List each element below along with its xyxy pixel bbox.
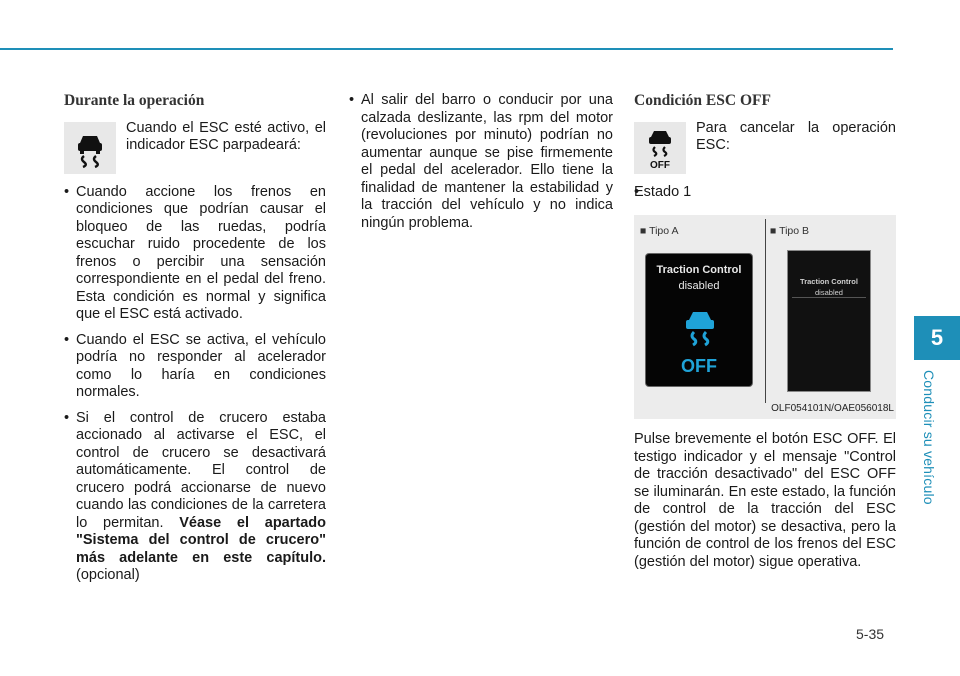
section-heading-esc-off: Condición ESC OFF <box>634 92 771 109</box>
esc-off-intro: Para cancelar la operación ESC: <box>696 119 896 153</box>
esc-off-indicator-icon <box>678 308 722 358</box>
panel-b-separator <box>792 297 866 298</box>
state-label: • Estado 1 <box>634 184 896 202</box>
figure-label-type-a: ■ Tipo A <box>640 225 679 237</box>
indicator-intro: Cuando el ESC esté activo, el indicador ESC parpadeará: <box>126 119 326 153</box>
section-heading-operation: Durante la operación <box>64 92 205 109</box>
figure-divider <box>765 219 766 403</box>
esc-off-icon <box>634 122 686 174</box>
panel-b-message-line1: Traction Control <box>800 277 858 286</box>
list-item-text: Si el control de crucero estaba accionado al activarse el ESC, el control de crucero se desactivará automáticamente. El control de crucero podrá accionarse de nuevo cuando las condiciones de la carretera lo permitan. <box>76 409 326 531</box>
operation-list-continued <box>349 92 613 232</box>
header-rule <box>0 48 893 50</box>
column-3 <box>634 92 896 571</box>
page-number: 5-35 <box>856 626 885 642</box>
panel-a-message-line2: disabled <box>678 280 720 292</box>
esc-off-icon-label: OFF <box>650 159 670 170</box>
column-2 <box>349 92 613 240</box>
esc-off-paragraph: Pulse brevemente el botón ESC OFF. El testigo indicador y el mensaje "Control de tracción desactivado" del ESC OFF se iluminarán. En este estado, la función de control de la tracción del ESC (gestión del motor) se desactiva, pero la función de control de los frenos del ESC (gestión del motor) sigue operativa. <box>634 431 896 570</box>
figure-label-type-b: ■ Tipo B <box>770 225 810 237</box>
column-1 <box>64 92 326 593</box>
list-item: • Al salir del barro o conducir por una calzada deslizante, las rpm del motor (revoluciones por minuto) podrían no aumentar aunque se pise firmemente el pedal del acelerador. Ello tiene la finalidad de mantener la estabilidad y la tracción del vehículo y no indica ningún problema. <box>349 92 613 232</box>
list-item <box>64 410 326 585</box>
chapter-title: Conducir su vehículo <box>921 370 937 505</box>
chapter-tab[interactable]: 5 <box>914 316 960 360</box>
state-list <box>634 184 896 202</box>
figure-code: OLF054101N/OAE056018L <box>771 402 894 414</box>
list-item: • Cuando el ESC se activa, el vehículo podría no responder al acelerador como lo haría en condiciones normales. <box>64 332 326 402</box>
panel-a-message-line1: Traction Control <box>656 264 742 276</box>
operation-list <box>64 184 326 585</box>
panel-a-off-label: OFF <box>681 356 717 376</box>
list-item: • Cuando accione los frenos en condiciones que podrían causar el bloqueo de las ruedas, podría escuchar ruido procedente de los frenos o percibir una sensación correspondiente en el pedal del freno. Esta condición es normal y significa que el ESC está activado. <box>64 184 326 324</box>
cluster-figure <box>634 215 896 419</box>
panel-b-message-line2: disabled <box>815 288 843 297</box>
cluster-display-type-a <box>645 253 753 387</box>
esc-skid-car-icon <box>64 122 116 174</box>
indicator-row <box>64 120 326 174</box>
cross-reference[interactable]: Véase el apartado "Sistema del control de crucero" más adelante en este capítulo. <box>76 514 326 566</box>
cluster-display-type-b <box>787 250 871 392</box>
optional-note: (opcional) <box>76 567 140 583</box>
esc-off-row <box>634 120 896 174</box>
